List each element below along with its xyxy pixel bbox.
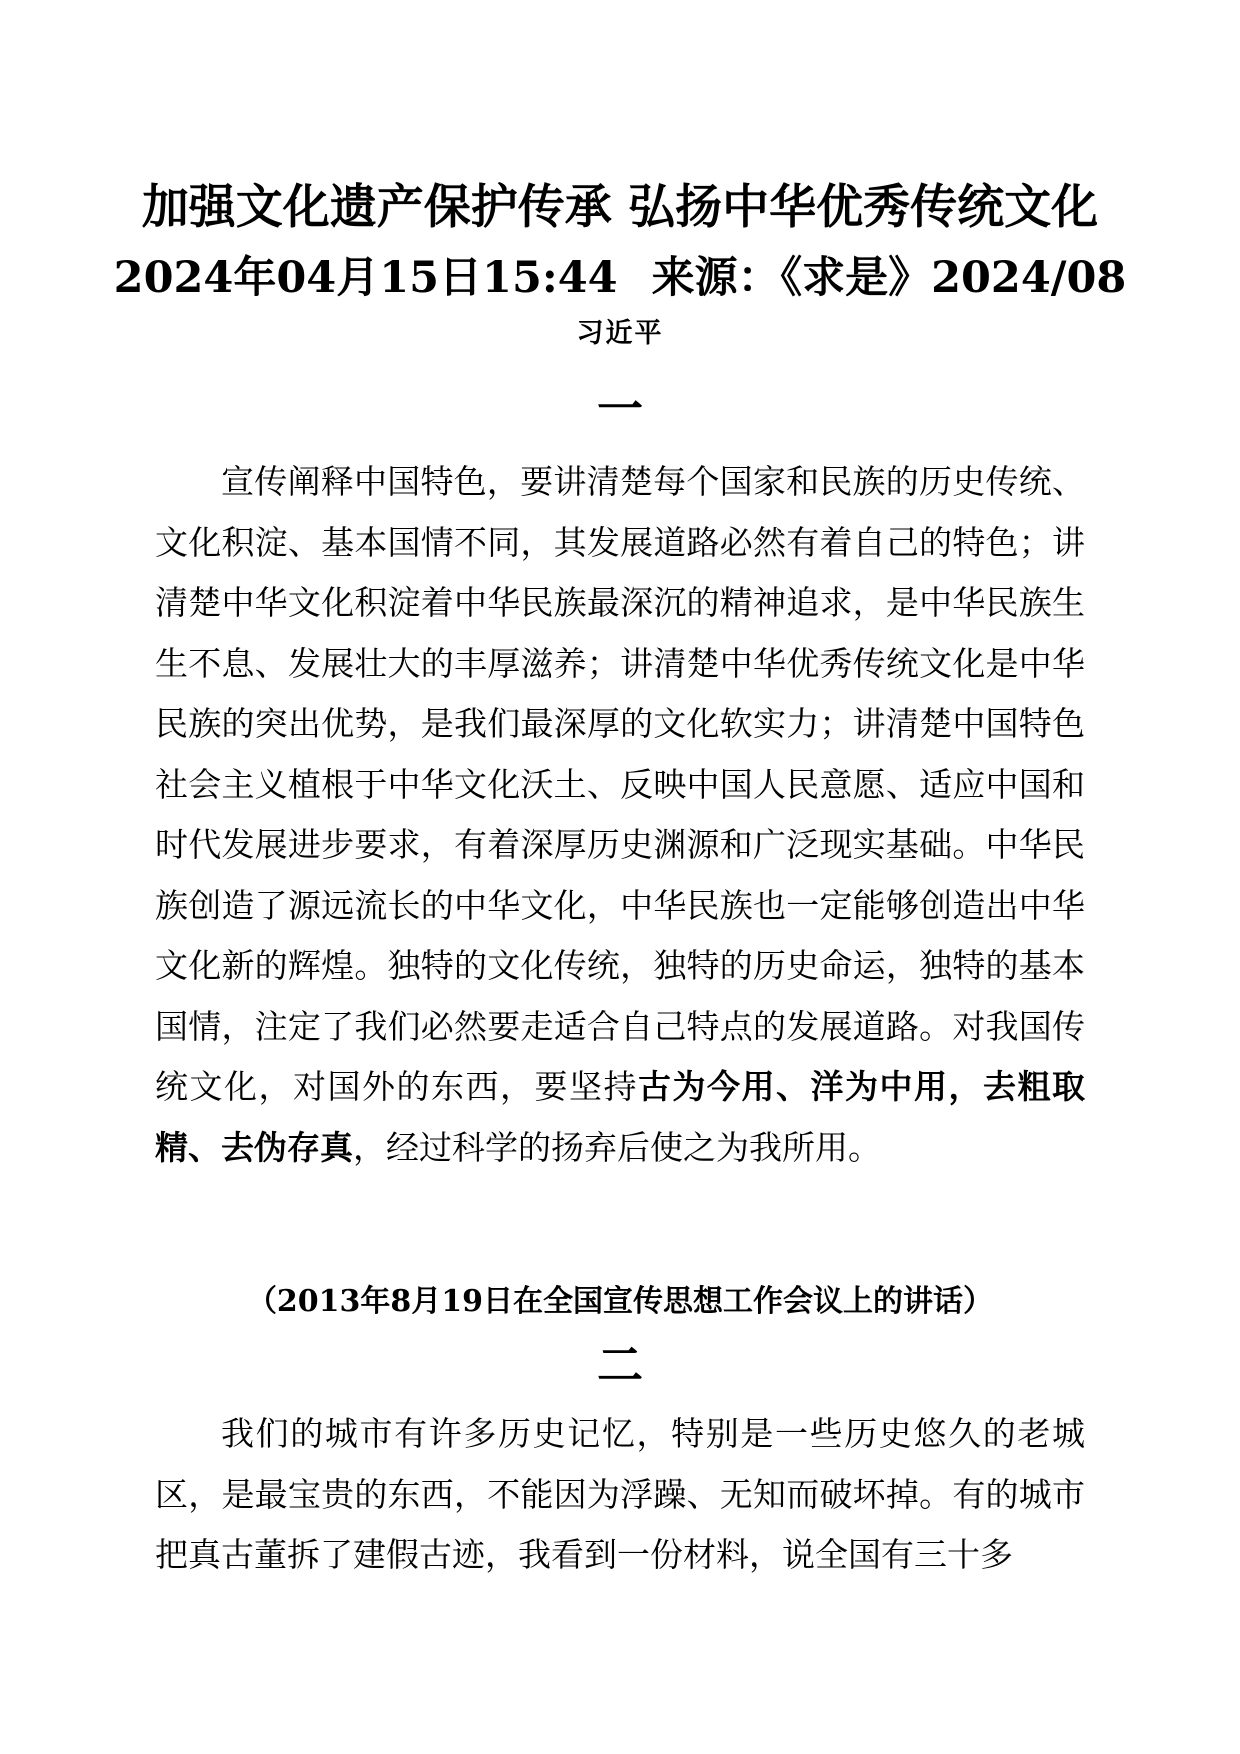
source-label: 来源：《求是》2024/08 [651, 253, 1127, 303]
document-title: 加强文化遗产保护传承 弘扬中华优秀传统文化 [141, 180, 1099, 235]
section-1-citation: （2013年8月19日在全国宣传思想工作会议上的讲话） [246, 1284, 994, 1319]
section-number-2: 二 [597, 1338, 643, 1392]
section-1-text-end: ，经过科学的扬弃后使之为我所用。 [353, 1127, 881, 1167]
section-1-emphasis-1: 古为今用、洋为中用， [638, 1067, 983, 1106]
dateline [0, 250, 1240, 306]
section-2-paragraph: 我们的城市有许多历史记忆，特别是一些历史悠久的老城区，是最宝贵的东西，不能因为浮躁、无知而破坏掉。有的城市把真古董拆了建假古迹，我看到一份材料，说全国有三十多 [155, 1414, 1085, 1574]
author: 习近平 [576, 318, 664, 349]
section-1-emphasis-2: 去粗取精、去伪存真 [155, 1067, 1085, 1167]
section-number-1: 一 [597, 382, 643, 436]
section-1-text: 宣传阐释中国特色，要讲清楚每个国家和民族的历史传统、文化积淀、基本国情不同，其发展道路必然有着自己的特色；讲清楚中华文化积淀着中华民族最深沉的精神追求，是中华民族生生不息、发展壮大的丰厚滋养；讲清楚中华优秀传统文化是中华民族的突出优势，是我们最深厚的文化软实力；讲清楚中国特色社会主义植根于中华文化沃土、反映中国人民意愿、适应中国和时代发展进步要求，有着深厚历史渊源和广泛现实基础。中华民族创造了源远流长的中华文化，中华民族也一定能够创造出中华文化新的辉煌。独特的文化传统，独特的历史命运，独特的基本国情，注定了我们必然要走适合自己特点的发展道路。对我国传统文化，对国外的东西，要坚持 [155, 462, 1085, 1106]
section-1-paragraph [155, 452, 1085, 1178]
publish-date: 2024年04月15日15:44 [113, 253, 618, 303]
